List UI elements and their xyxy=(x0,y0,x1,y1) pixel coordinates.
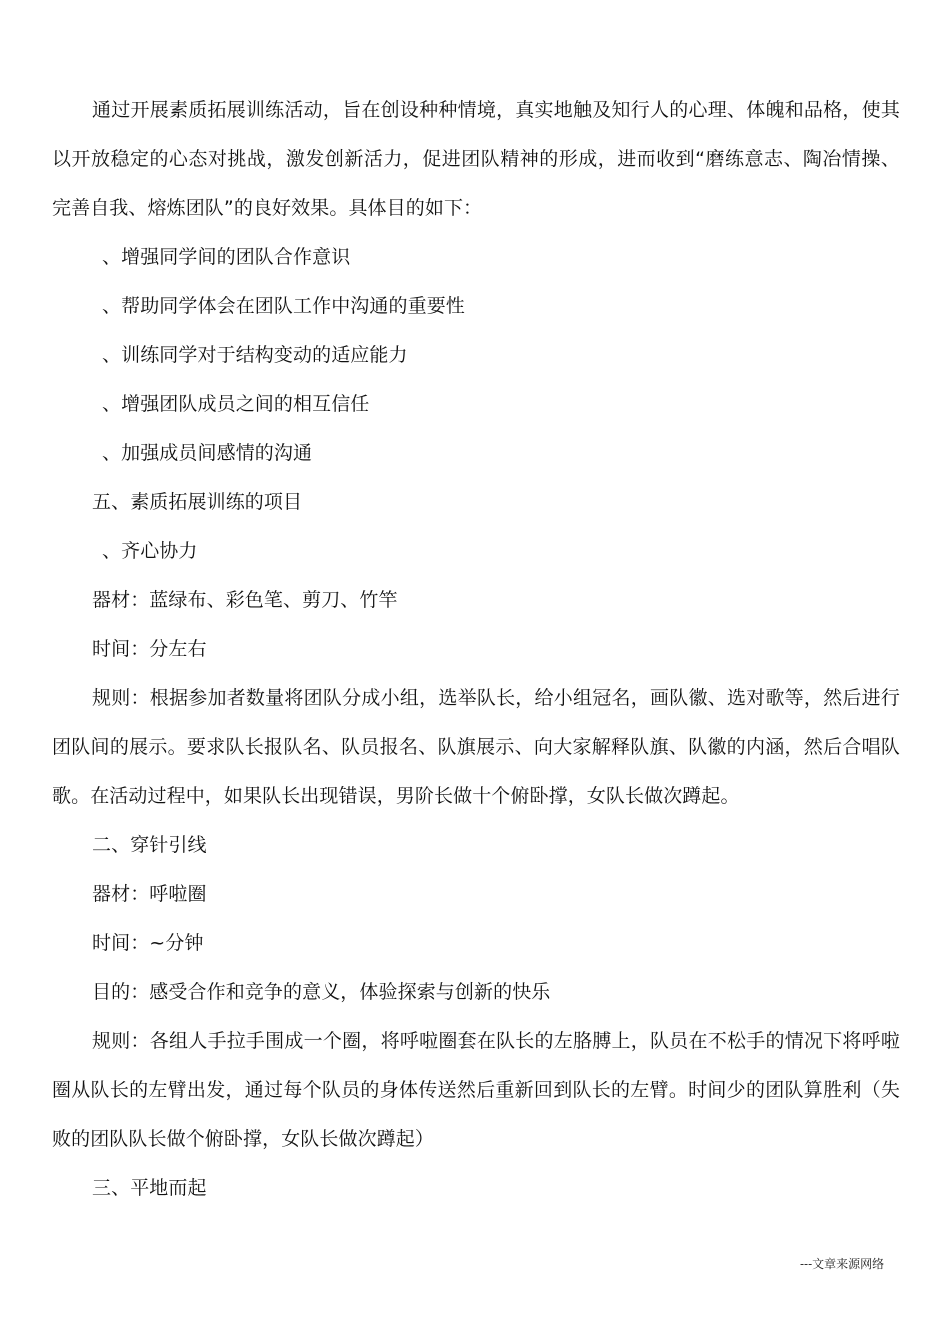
goal-item-2: 、帮助同学体会在团队工作中沟通的重要性 xyxy=(102,295,465,317)
project-2-equipment: 器材：呼啦圈 xyxy=(92,883,207,905)
goal-item-3: 、训练同学对于结构变动的适应能力 xyxy=(102,344,408,366)
goal-item-1: 、增强同学间的团队合作意识 xyxy=(102,246,351,268)
project-title-3: 三、平地而起 xyxy=(92,1177,207,1199)
project-2-time: 时间：~分钟 xyxy=(92,932,204,954)
section-heading-projects: 五、素质拓展训练的项目 xyxy=(92,491,303,513)
goal-item-4: 、增强团队成员之间的相互信任 xyxy=(102,393,370,415)
project-2-rules: 规则：各组人手拉手围成一个圈，将呼啦圈套在队长的左胳膊上，队员在不松手的情况下将呼啦圈从队长的左臂出发，通过每个队员的身体传送然后重新回到队长的左臂。时间少的团队算胜利（失败的团队队长做个俯卧撑，女队长做次蹲起） xyxy=(52,1030,900,1150)
project-title-1: 、齐心协力 xyxy=(102,540,198,562)
project-2-purpose: 目的：感受合作和竞争的意义，体验探索与创新的快乐 xyxy=(92,981,551,1003)
project-title-2: 二、穿针引线 xyxy=(92,834,207,856)
goal-item-5: 、加强成员间感情的沟通 xyxy=(102,442,313,464)
project-1-rules: 规则：根据参加者数量将团队分成小组，选举队长，给小组冠名，画队徽、选对歌等，然后进行团队间的展示。要求队长报队名、队员报名、队旗展示、向大家解释队旗、队徽的内涵，然后合唱队歌。在活动过程中，如果队长出现错误，男阶长做十个俯卧撑，女队长做次蹲起。 xyxy=(52,687,900,807)
project-1-equipment: 器材：蓝绿布、彩色笔、剪刀、竹竿 xyxy=(92,589,398,611)
project-1-time: 时间：分左右 xyxy=(92,638,207,660)
source-footnote: ---文章来源网络 xyxy=(800,1257,885,1271)
document-body xyxy=(52,86,900,1213)
intro-paragraph: 通过开展素质拓展训练活动，旨在创设种种情境，真实地触及知行人的心理、体魄和品格，使其以开放稳定的心态对挑战，激发创新活力，促进团队精神的形成，进而收到“磨练意志、陶冶情操、完善自我、熔炼团队”的良好效果。具体目的如下： xyxy=(52,99,900,219)
